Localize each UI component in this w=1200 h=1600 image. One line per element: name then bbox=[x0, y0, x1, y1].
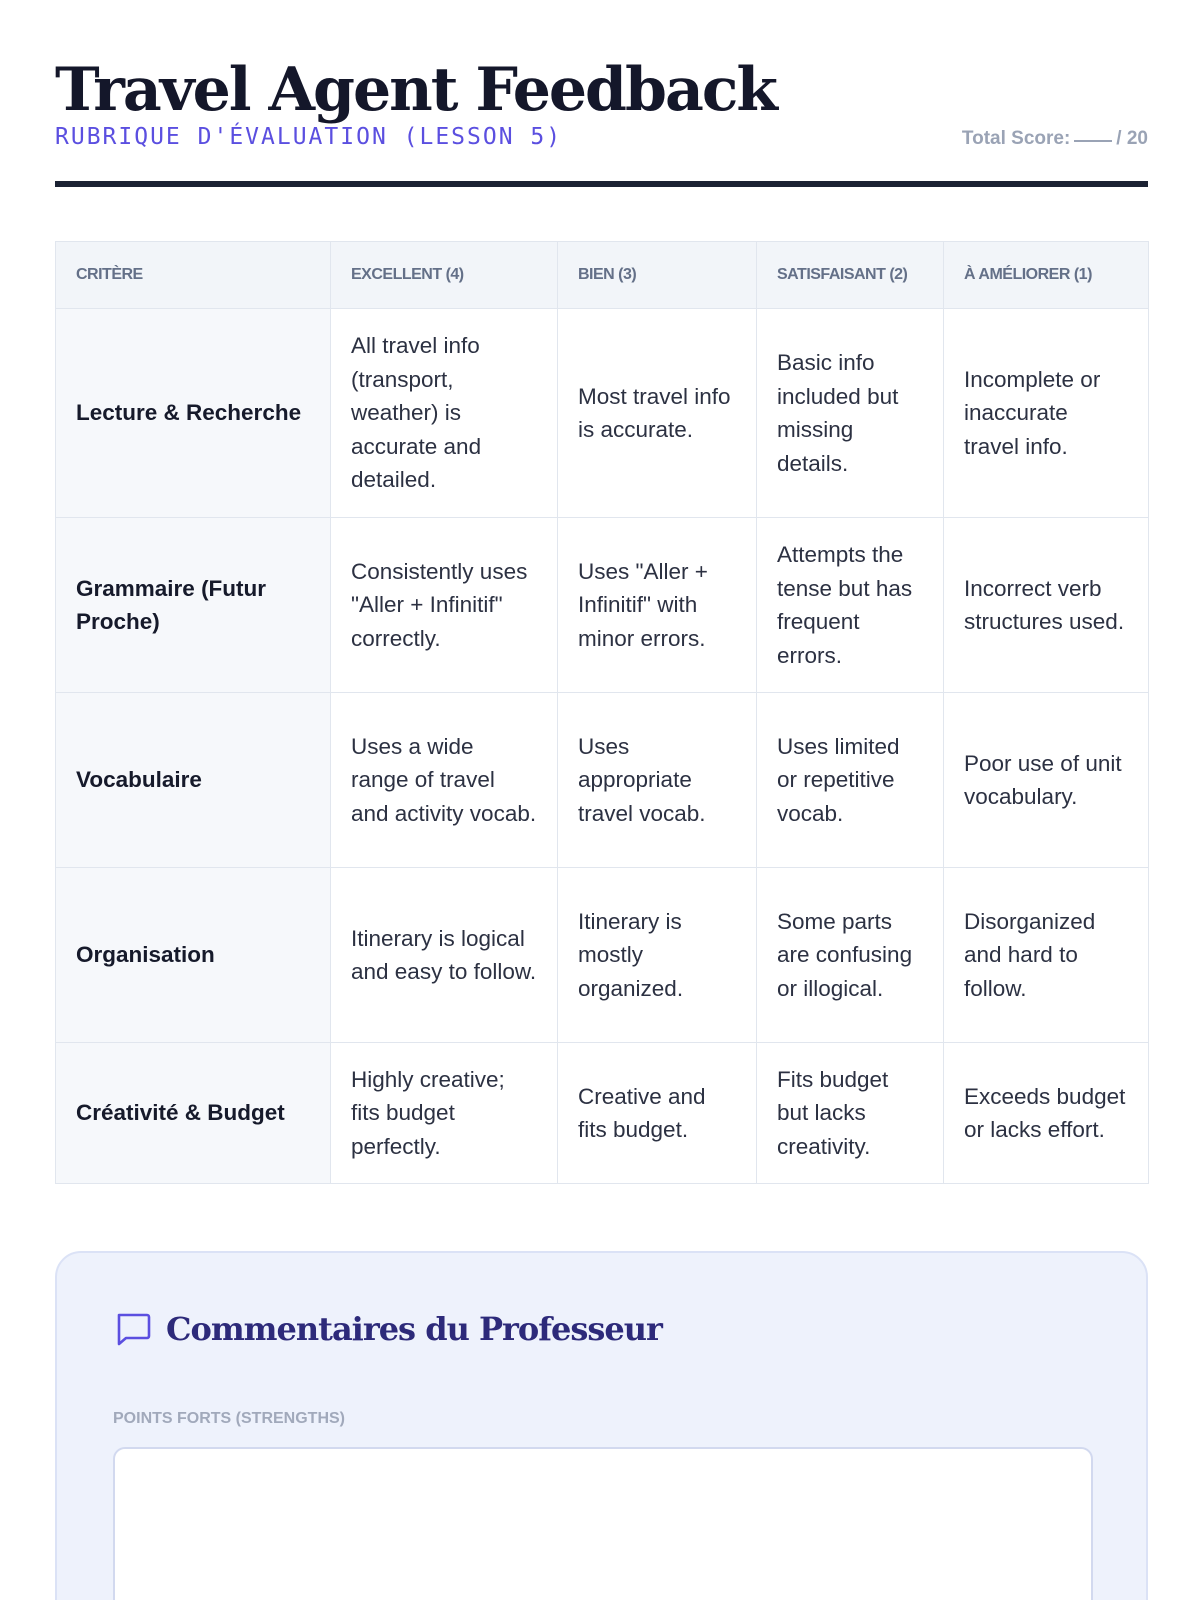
rubric-cell[interactable]: Incomplete or inaccurate travel info. bbox=[944, 309, 1149, 518]
rubric-cell[interactable]: Disorganized and hard to follow. bbox=[944, 868, 1149, 1043]
col-header-satisfaisant: SATISFAISANT (2) bbox=[757, 242, 944, 309]
table-row bbox=[56, 309, 1149, 518]
col-header-criterion: CRITÈRE bbox=[56, 242, 331, 309]
rubric-cell[interactable]: Uses a wide range of travel and activity vocab. bbox=[331, 693, 558, 868]
rubric-cell[interactable]: All travel info (transport, weather) is accurate and detailed. bbox=[331, 309, 558, 518]
total-score bbox=[962, 128, 1148, 150]
table-row bbox=[56, 693, 1149, 868]
table-row bbox=[56, 1043, 1149, 1184]
criterion-cell: Vocabulaire bbox=[56, 693, 331, 868]
criterion-cell: Organisation bbox=[56, 868, 331, 1043]
rubric-cell[interactable]: Exceeds budget or lacks effort. bbox=[944, 1043, 1149, 1184]
rubric-table bbox=[55, 241, 1149, 1184]
strengths-label: POINTS FORTS (STRENGTHS) bbox=[113, 1410, 345, 1427]
criterion-cell: Grammaire (Futur Proche) bbox=[56, 518, 331, 693]
table-row bbox=[56, 868, 1149, 1043]
rubric-cell[interactable]: Most travel info is accurate. bbox=[558, 309, 757, 518]
criterion-cell: Créativité & Budget bbox=[56, 1043, 331, 1184]
rubric-cell[interactable]: Consistently uses "Aller + Infinitif" correctly. bbox=[331, 518, 558, 693]
rubric-cell[interactable]: Creative and fits budget. bbox=[558, 1043, 757, 1184]
strengths-input[interactable] bbox=[113, 1447, 1093, 1600]
feedback-page bbox=[55, 0, 1148, 1427]
rubric-cell[interactable]: Uses appropriate travel vocab. bbox=[558, 693, 757, 868]
rubric-cell[interactable]: Poor use of unit vocabulary. bbox=[944, 693, 1149, 868]
rubric-cell[interactable]: Itinerary is mostly organized. bbox=[558, 868, 757, 1043]
rubric-cell[interactable]: Highly creative; fits budget perfectly. bbox=[331, 1043, 558, 1184]
rubric-header-row bbox=[56, 242, 1149, 309]
comments-heading bbox=[113, 1309, 662, 1349]
col-header-bien: BIEN (3) bbox=[558, 242, 757, 309]
total-score-blank[interactable] bbox=[1074, 140, 1112, 142]
col-header-excellent: EXCELLENT (4) bbox=[331, 242, 558, 309]
teacher-comments-panel bbox=[55, 1251, 1148, 1600]
rubric-cell[interactable]: Basic info included but missing details. bbox=[757, 309, 944, 518]
criterion-cell: Lecture & Recherche bbox=[56, 309, 331, 518]
rubric-cell[interactable]: Uses "Aller + Infinitif" with minor errors. bbox=[558, 518, 757, 693]
total-score-label: Total Score: bbox=[961, 128, 1071, 149]
rubric-cell[interactable]: Itinerary is logical and easy to follow. bbox=[331, 868, 558, 1043]
rubric-cell[interactable]: Incorrect verb structures used. bbox=[944, 518, 1149, 693]
rubric-cell[interactable]: Fits budget but lacks creativity. bbox=[757, 1043, 944, 1184]
table-row bbox=[56, 518, 1149, 693]
page-title: Travel Agent Feedback bbox=[55, 55, 776, 125]
total-score-max: / 20 bbox=[1116, 128, 1148, 149]
col-header-ameliorer: À AMÉLIORER (1) bbox=[944, 242, 1149, 309]
rubric-cell[interactable]: Uses limited or repetitive vocab. bbox=[757, 693, 944, 868]
rubric-cell[interactable]: Some parts are confusing or illogical. bbox=[757, 868, 944, 1043]
comments-title: Commentaires du Professeur bbox=[166, 1310, 662, 1348]
page-header bbox=[55, 0, 1148, 187]
speech-bubble-icon bbox=[113, 1309, 153, 1349]
page-subtitle: RUBRIQUE D'ÉVALUATION (LESSON 5) bbox=[55, 124, 563, 150]
rubric-cell[interactable]: Attempts the tense but has frequent errors. bbox=[757, 518, 944, 693]
